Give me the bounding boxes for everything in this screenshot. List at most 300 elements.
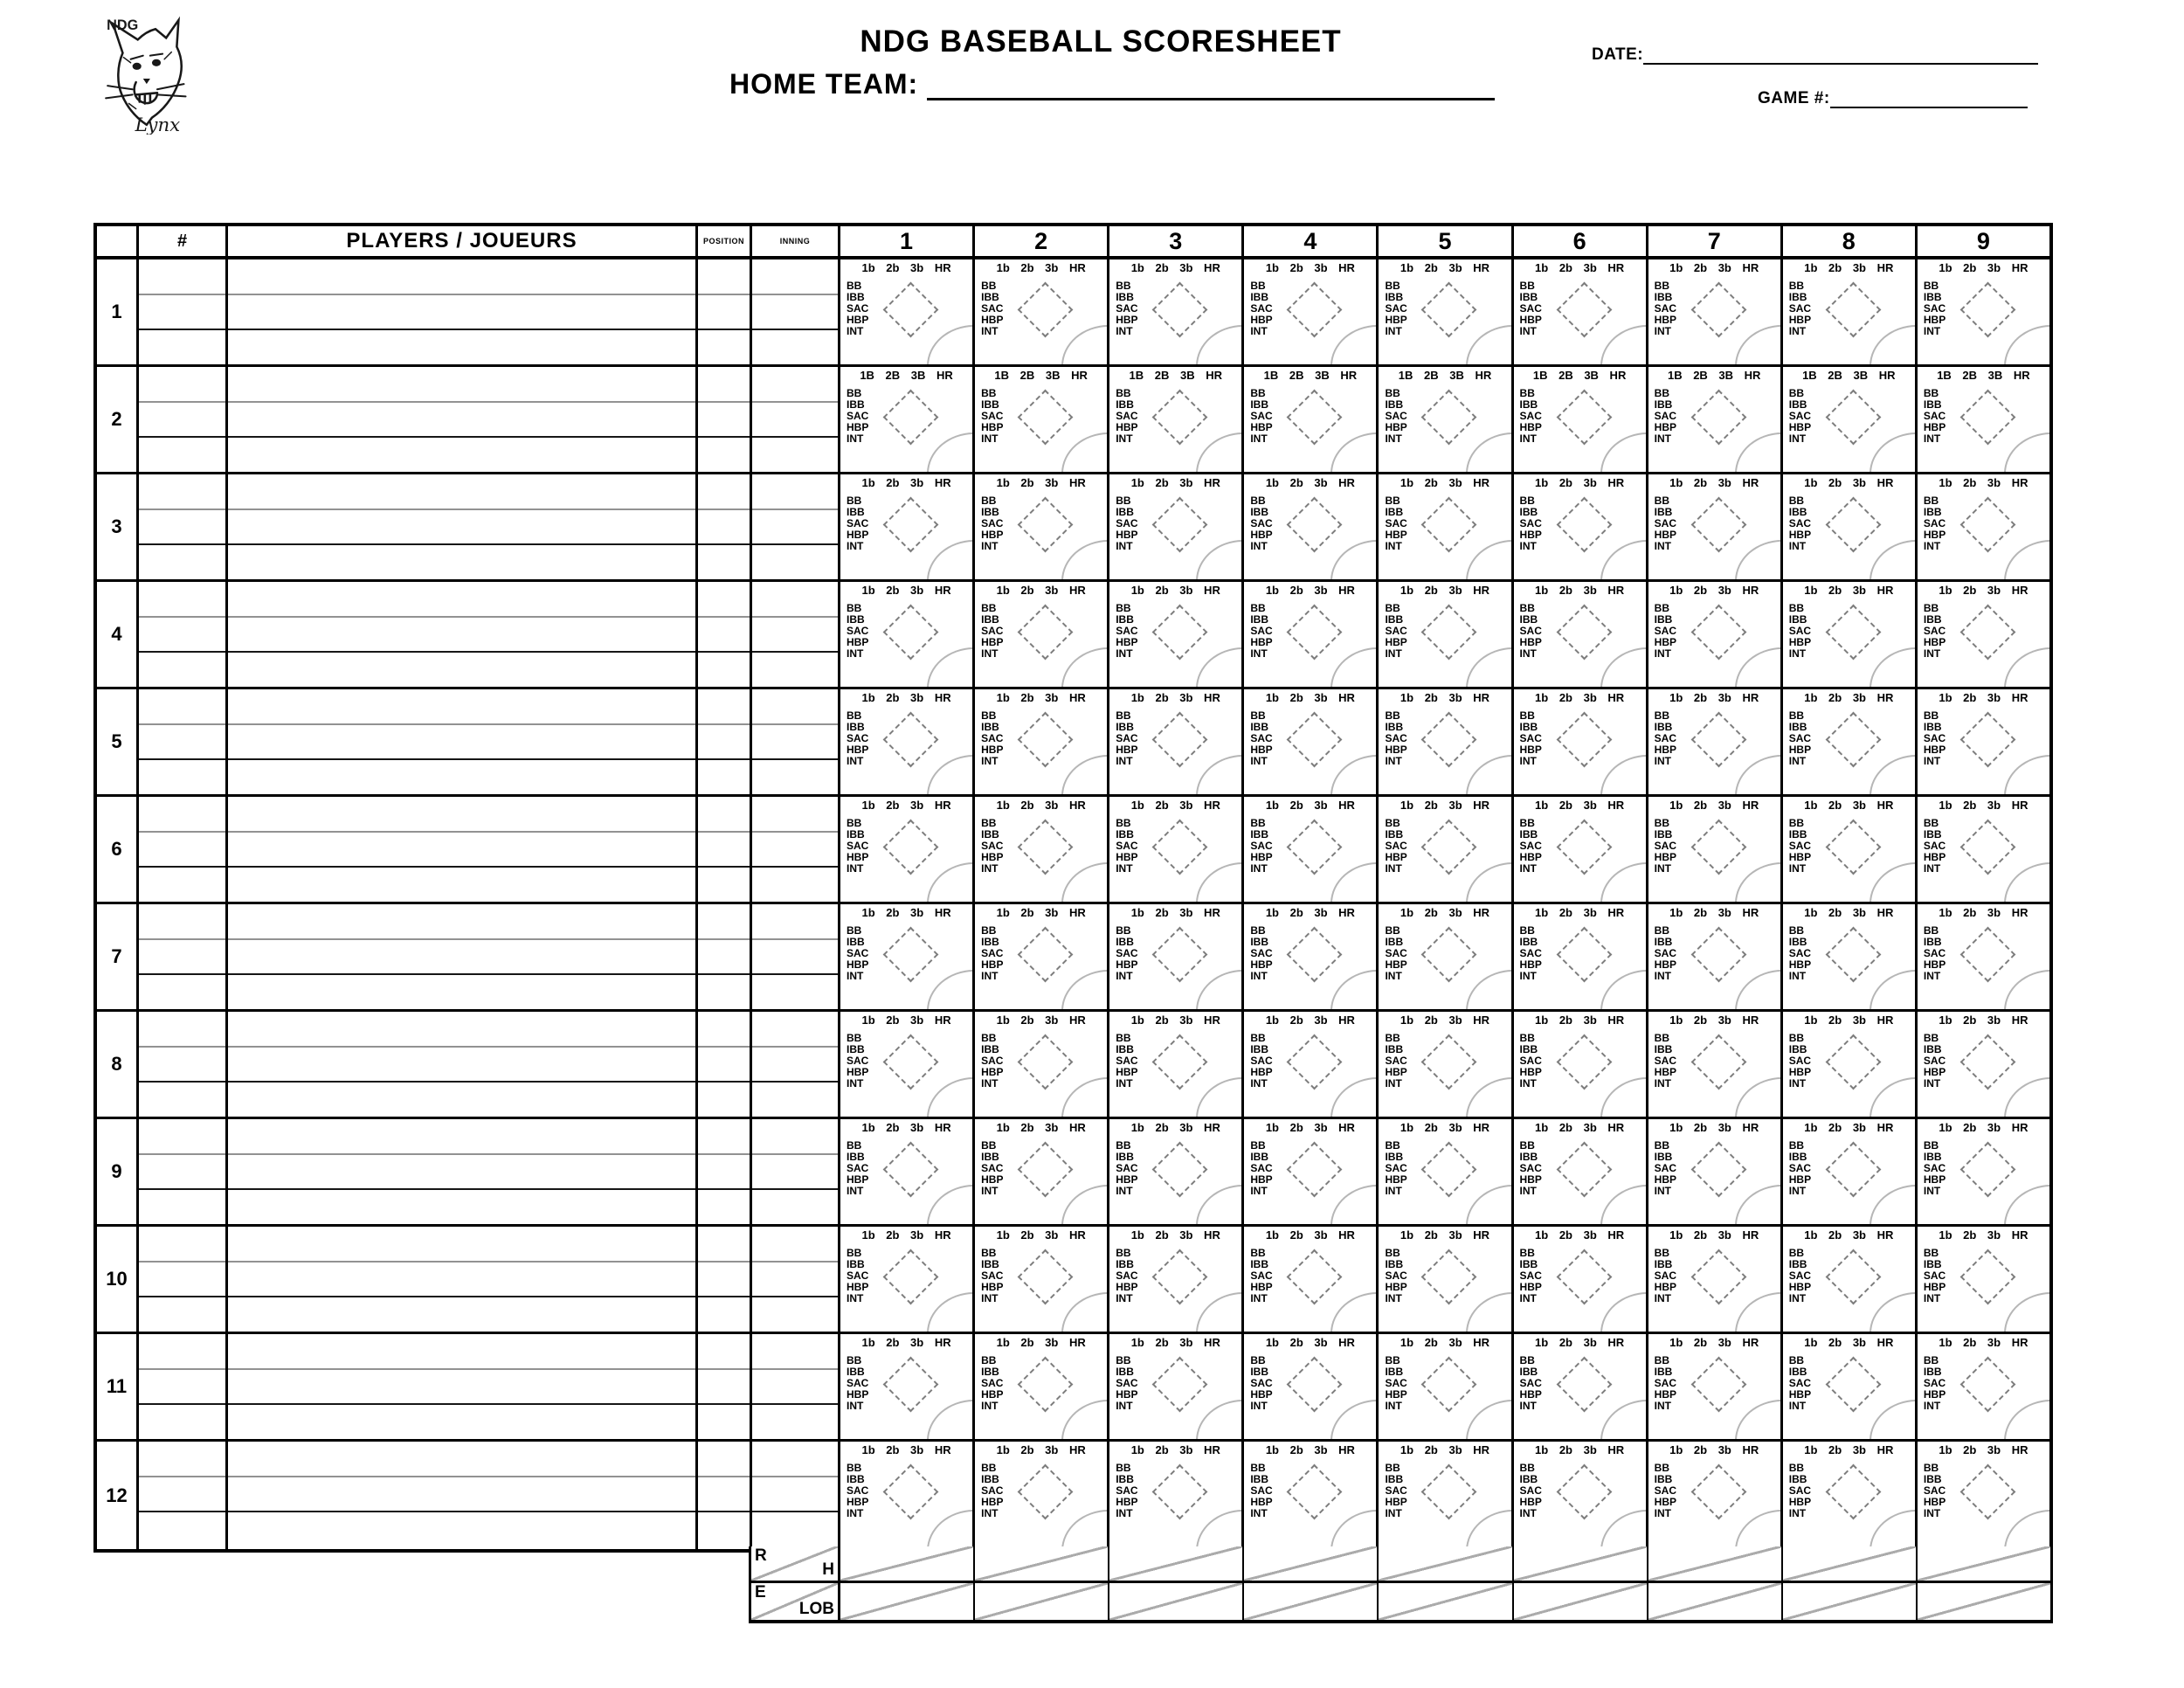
score-cell[interactable] xyxy=(1648,797,1783,902)
score-cell[interactable] xyxy=(975,1227,1109,1332)
base-hit-labels: 1b 2b 3b HR xyxy=(996,799,1086,812)
summary-cell[interactable] xyxy=(1109,1583,1244,1620)
score-cell[interactable] xyxy=(1783,367,1918,472)
position-cell[interactable] xyxy=(698,1442,752,1549)
score-cell[interactable] xyxy=(1379,1227,1513,1332)
player-number-cell[interactable] xyxy=(139,259,228,364)
score-cell[interactable] xyxy=(1648,367,1783,472)
score-cell[interactable] xyxy=(1648,259,1783,364)
walk-option-HBP: HBP xyxy=(1116,1496,1138,1508)
walk-option-IBB: IBB xyxy=(1116,828,1134,841)
player-number-cell[interactable] xyxy=(139,367,228,472)
score-cell[interactable] xyxy=(840,797,975,902)
walk-labels xyxy=(1655,1463,1676,1519)
player-name-cell[interactable] xyxy=(228,1012,698,1117)
base-diamond-icon xyxy=(1556,497,1612,553)
base-hit-labels: 1b 2b 3b HR xyxy=(1400,1228,1490,1242)
summary-cell[interactable] xyxy=(1918,1583,2050,1620)
walk-option-HBP: HBP xyxy=(1923,314,1946,326)
base-diamond-icon xyxy=(883,497,939,553)
score-cell[interactable] xyxy=(840,1334,975,1439)
score-cell[interactable] xyxy=(975,474,1109,579)
score-cell[interactable] xyxy=(1783,1012,1918,1117)
score-cell[interactable] xyxy=(840,259,975,364)
walk-option-SAC: SAC xyxy=(1250,1484,1273,1497)
outfield-arc-icon xyxy=(2004,325,2049,364)
walk-option-BB: BB xyxy=(1923,387,1939,399)
inning-entry-cell[interactable] xyxy=(752,367,840,472)
walk-option-BB: BB xyxy=(981,1354,997,1366)
score-cell[interactable] xyxy=(1244,689,1379,794)
inning-entry-cell[interactable] xyxy=(752,1442,840,1549)
player-name-cell[interactable] xyxy=(228,1442,698,1549)
score-cell[interactable] xyxy=(1783,582,1918,687)
score-cell[interactable] xyxy=(1648,1012,1783,1117)
score-cell[interactable] xyxy=(1109,1442,1244,1549)
walk-option-SAC: SAC xyxy=(1923,1484,1946,1497)
score-cell[interactable] xyxy=(840,1442,975,1549)
player-number-cell[interactable] xyxy=(139,1119,228,1224)
walk-option-INT: INT xyxy=(1116,755,1133,767)
outfield-arc-icon xyxy=(1061,755,1109,794)
score-cell[interactable] xyxy=(1244,582,1379,687)
base-diamond-icon xyxy=(1556,820,1612,875)
subrow-divider xyxy=(698,1188,750,1190)
score-cell[interactable] xyxy=(1648,1119,1783,1224)
score-cell[interactable] xyxy=(1514,582,1648,687)
walk-option-BB: BB xyxy=(847,495,862,507)
score-cell[interactable] xyxy=(1783,1119,1918,1224)
score-cell[interactable] xyxy=(1244,367,1379,472)
walk-option-IBB: IBB xyxy=(1923,506,1942,518)
score-cell[interactable] xyxy=(1244,904,1379,1009)
score-cell[interactable] xyxy=(1109,582,1244,687)
player-number-cell[interactable] xyxy=(139,689,228,794)
base-hit-labels: 1b 2b 3b HR xyxy=(1130,1228,1220,1242)
player-name-cell[interactable] xyxy=(228,797,698,902)
walk-labels xyxy=(1116,280,1137,337)
walk-option-IBB: IBB xyxy=(981,506,999,518)
score-cell[interactable] xyxy=(1109,1012,1244,1117)
walk-option-SAC: SAC xyxy=(1519,1377,1542,1389)
walk-labels xyxy=(1789,280,1811,337)
score-cell[interactable] xyxy=(840,1119,975,1224)
outfield-arc-icon xyxy=(927,1292,974,1332)
walk-option-INT: INT xyxy=(1385,1400,1402,1412)
score-cell[interactable] xyxy=(1783,904,1918,1009)
player-number-cell[interactable] xyxy=(139,1442,228,1549)
base-diamond-icon xyxy=(1960,820,2016,875)
score-cell[interactable] xyxy=(1514,689,1648,794)
score-cell[interactable] xyxy=(975,582,1109,687)
score-cell[interactable] xyxy=(1379,474,1513,579)
walk-option-IBB: IBB xyxy=(1116,721,1134,733)
outfield-arc-icon xyxy=(2004,1400,2049,1439)
inning-entry-cell[interactable] xyxy=(752,259,840,364)
summary-cell[interactable] xyxy=(1783,1546,1918,1581)
score-cell[interactable] xyxy=(1783,689,1918,794)
walk-option-SAC: SAC xyxy=(1519,625,1542,637)
score-cell[interactable] xyxy=(1109,689,1244,794)
summary-cell[interactable] xyxy=(1918,1546,2050,1581)
position-cell[interactable] xyxy=(698,367,752,472)
score-cell[interactable] xyxy=(1783,1227,1918,1332)
walk-option-IBB: IBB xyxy=(1385,1043,1404,1055)
summary-cell[interactable] xyxy=(975,1583,1109,1620)
walk-option-BB: BB xyxy=(981,602,997,614)
walk-option-INT: INT xyxy=(1250,325,1268,337)
base-diamond-icon xyxy=(1152,1034,1208,1090)
walk-option-BB: BB xyxy=(1654,280,1669,292)
position-cell[interactable] xyxy=(698,904,752,1009)
base-diamond-icon xyxy=(1421,497,1477,553)
walk-option-SAC: SAC xyxy=(1654,517,1676,529)
walk-labels xyxy=(981,818,1003,875)
score-cell[interactable] xyxy=(840,367,975,472)
walk-option-BB: BB xyxy=(981,817,997,829)
score-cell[interactable] xyxy=(1109,797,1244,902)
player-name-cell[interactable] xyxy=(228,1227,698,1332)
walk-option-SAC: SAC xyxy=(1654,1484,1676,1497)
walk-option-INT: INT xyxy=(1654,432,1671,445)
subrow-divider xyxy=(752,294,838,295)
inning-entry-cell[interactable] xyxy=(752,582,840,687)
summary-cell[interactable] xyxy=(1783,1583,1918,1620)
score-cell[interactable] xyxy=(1918,1442,2049,1549)
walk-option-IBB: IBB xyxy=(1519,1043,1538,1055)
score-cell[interactable] xyxy=(1109,367,1244,472)
walk-option-INT: INT xyxy=(847,1185,864,1197)
inning-entry-cell[interactable] xyxy=(752,474,840,579)
player-number-cell[interactable] xyxy=(139,1334,228,1439)
score-cell[interactable] xyxy=(840,689,975,794)
base-diamond-icon xyxy=(1018,1249,1074,1305)
base-hit-labels: 1b 2b 3b HR xyxy=(1804,1443,1894,1456)
walk-option-INT: INT xyxy=(1923,325,1941,337)
walk-option-IBB: IBB xyxy=(1385,291,1404,303)
walk-labels xyxy=(1250,1248,1272,1304)
score-cell[interactable] xyxy=(975,1442,1109,1549)
score-cell[interactable] xyxy=(975,367,1109,472)
player-number-cell[interactable] xyxy=(139,797,228,902)
walk-option-BB: BB xyxy=(1923,1462,1939,1474)
walk-labels xyxy=(981,1033,1003,1090)
score-cell[interactable] xyxy=(1244,1012,1379,1117)
position-cell[interactable] xyxy=(698,1119,752,1224)
outfield-arc-icon xyxy=(927,1400,974,1439)
walk-labels xyxy=(1116,495,1137,552)
score-cell[interactable] xyxy=(1379,689,1513,794)
walk-option-IBB: IBB xyxy=(1116,398,1134,411)
score-cell[interactable] xyxy=(840,582,975,687)
walk-option-IBB: IBB xyxy=(1923,398,1942,411)
score-cell[interactable] xyxy=(975,1334,1109,1439)
score-cell[interactable] xyxy=(1918,1334,2049,1439)
score-cell[interactable] xyxy=(1514,904,1648,1009)
base-hit-labels: 1b 2b 3b HR xyxy=(1265,1228,1355,1242)
score-cell[interactable] xyxy=(1648,1227,1783,1332)
base-diamond-icon xyxy=(883,820,939,875)
summary-cell[interactable] xyxy=(1379,1546,1513,1581)
score-cell[interactable] xyxy=(840,474,975,579)
summary-cell[interactable] xyxy=(975,1546,1109,1581)
base-hit-labels: 1b 2b 3b HR xyxy=(1265,691,1355,704)
inning-entry-cell[interactable] xyxy=(752,1334,840,1439)
walk-option-SAC: SAC xyxy=(1519,1484,1542,1497)
summary-cell[interactable] xyxy=(1244,1546,1379,1581)
score-cell[interactable] xyxy=(1918,904,2049,1009)
base-diamond-icon xyxy=(1556,605,1612,661)
score-cell[interactable] xyxy=(840,904,975,1009)
score-cell[interactable] xyxy=(1918,582,2049,687)
score-cell[interactable] xyxy=(975,259,1109,364)
inning-entry-cell[interactable] xyxy=(752,797,840,902)
base-diamond-icon xyxy=(1960,1357,2016,1413)
base-hit-labels: 1b 2b 3b HR xyxy=(1130,799,1220,812)
player-name-cell[interactable] xyxy=(228,1119,698,1224)
score-cell[interactable] xyxy=(1109,904,1244,1009)
walk-labels xyxy=(1655,1033,1676,1090)
score-cell[interactable] xyxy=(1379,1442,1513,1549)
summary-cell[interactable] xyxy=(1648,1546,1783,1581)
score-cell[interactable] xyxy=(1244,797,1379,902)
subrow-divider xyxy=(752,938,838,940)
walk-labels xyxy=(1789,1463,1811,1519)
subrow-divider xyxy=(752,1296,838,1297)
walk-option-IBB: IBB xyxy=(1519,936,1538,948)
position-cell[interactable] xyxy=(698,582,752,687)
position-cell[interactable] xyxy=(698,1012,752,1117)
summary-cell[interactable] xyxy=(1379,1583,1513,1620)
score-cell[interactable] xyxy=(1514,1334,1648,1439)
player-name-cell[interactable] xyxy=(228,582,698,687)
score-cell[interactable] xyxy=(1514,474,1648,579)
score-cell[interactable] xyxy=(1783,797,1918,902)
player-name-cell[interactable] xyxy=(228,904,698,1009)
score-cell[interactable] xyxy=(1918,474,2049,579)
walk-option-BB: BB xyxy=(1385,387,1400,399)
score-cell[interactable] xyxy=(1918,1119,2049,1224)
inning-entry-cell[interactable] xyxy=(752,689,840,794)
position-cell[interactable] xyxy=(698,474,752,579)
position-cell[interactable] xyxy=(698,1227,752,1332)
outfield-arc-icon xyxy=(1735,1185,1782,1224)
position-cell[interactable] xyxy=(698,1334,752,1439)
player-name-cell[interactable] xyxy=(228,474,698,579)
outfield-arc-icon xyxy=(927,755,974,794)
summary-cell[interactable] xyxy=(1648,1583,1783,1620)
base-diamond-icon xyxy=(1690,712,1746,768)
walk-labels xyxy=(1116,603,1137,660)
score-cell[interactable] xyxy=(1109,1334,1244,1439)
player-name-cell[interactable] xyxy=(228,259,698,364)
walk-option-HBP: HBP xyxy=(1788,1066,1812,1078)
score-cell[interactable] xyxy=(1648,904,1783,1009)
score-cell[interactable] xyxy=(1918,797,2049,902)
base-diamond-icon xyxy=(1287,1464,1343,1520)
score-cell[interactable] xyxy=(975,1012,1109,1117)
walk-option-INT: INT xyxy=(1654,1077,1671,1090)
player-number-cell[interactable] xyxy=(139,904,228,1009)
score-cell[interactable] xyxy=(1379,1012,1513,1117)
summary-cell[interactable] xyxy=(1109,1546,1244,1581)
score-cell[interactable] xyxy=(1379,259,1513,364)
score-cell[interactable] xyxy=(1783,1334,1918,1439)
score-cell[interactable] xyxy=(1109,474,1244,579)
player-name-cell[interactable] xyxy=(228,367,698,472)
score-cell[interactable] xyxy=(1918,367,2049,472)
walk-option-BB: BB xyxy=(1385,495,1400,507)
walk-option-IBB: IBB xyxy=(1923,1473,1942,1485)
score-cell[interactable] xyxy=(975,1119,1109,1224)
walk-option-IBB: IBB xyxy=(1385,398,1404,411)
walk-option-HBP: HBP xyxy=(1385,1496,1407,1508)
walk-option-HBP: HBP xyxy=(1654,421,1676,433)
position-cell[interactable] xyxy=(698,797,752,902)
score-cell[interactable] xyxy=(1244,1119,1379,1224)
walk-option-INT: INT xyxy=(1116,647,1133,660)
walk-option-BB: BB xyxy=(981,1139,997,1152)
walk-option-BB: BB xyxy=(847,1462,862,1474)
walk-labels xyxy=(1520,818,1542,875)
score-cell[interactable] xyxy=(840,1012,975,1117)
base-diamond-icon xyxy=(1421,1357,1477,1413)
base-hit-labels: 1b 2b 3b HR xyxy=(1130,1121,1220,1134)
score-cell[interactable] xyxy=(975,797,1109,902)
outfield-arc-icon xyxy=(1061,540,1109,579)
base-hit-labels: 1b 2b 3b HR xyxy=(1804,1336,1894,1349)
score-cell[interactable] xyxy=(1379,797,1513,902)
walk-option-SAC: SAC xyxy=(1250,1055,1273,1067)
walk-option-INT: INT xyxy=(1654,1292,1671,1304)
walk-option-HBP: HBP xyxy=(1788,1496,1812,1508)
base-hit-labels: 1B 2B 3B HR xyxy=(860,369,953,382)
score-cell[interactable] xyxy=(1514,1119,1648,1224)
score-cell[interactable] xyxy=(1783,259,1918,364)
walk-labels xyxy=(1385,388,1406,445)
player-number-cell[interactable] xyxy=(139,474,228,579)
summary-cell[interactable] xyxy=(840,1583,975,1620)
subrow-divider xyxy=(139,723,225,725)
score-cell[interactable] xyxy=(975,689,1109,794)
inning-entry-cell[interactable] xyxy=(752,904,840,1009)
player-number-cell[interactable] xyxy=(139,582,228,687)
score-cell[interactable] xyxy=(1783,1442,1918,1549)
base-hit-labels: 1b 2b 3b HR xyxy=(1669,691,1759,704)
batting-order-number: 11 xyxy=(97,1334,139,1439)
score-cell[interactable] xyxy=(1648,1334,1783,1439)
score-cell[interactable] xyxy=(1244,1442,1379,1549)
walk-option-IBB: IBB xyxy=(847,1473,865,1485)
outfield-arc-icon xyxy=(2004,540,2049,579)
walk-labels xyxy=(981,925,1003,982)
score-cell[interactable] xyxy=(975,904,1109,1009)
summary-cell[interactable] xyxy=(840,1546,975,1581)
walk-option-INT: INT xyxy=(1923,647,1941,660)
score-cell[interactable] xyxy=(1918,1227,2049,1332)
score-cell[interactable] xyxy=(1379,1119,1513,1224)
score-cell[interactable] xyxy=(1379,367,1513,472)
summary-cell[interactable] xyxy=(1514,1546,1648,1581)
walk-option-SAC: SAC xyxy=(1519,517,1542,529)
walk-option-HBP: HBP xyxy=(1250,636,1273,648)
score-cell[interactable] xyxy=(1109,1227,1244,1332)
score-cell[interactable] xyxy=(1379,904,1513,1009)
game-number-input-line[interactable] xyxy=(1830,89,2028,108)
inning-entry-cell[interactable] xyxy=(752,1119,840,1224)
score-cell[interactable] xyxy=(1514,1012,1648,1117)
score-cell[interactable] xyxy=(1244,1227,1379,1332)
walk-option-BB: BB xyxy=(1250,709,1266,722)
score-cell[interactable] xyxy=(1244,474,1379,579)
batting-order-number: 1 xyxy=(97,259,139,364)
walk-labels xyxy=(1789,710,1811,767)
score-cell[interactable] xyxy=(840,1227,975,1332)
position-cell[interactable] xyxy=(698,689,752,794)
batting-order-row xyxy=(97,1119,2049,1227)
score-cell[interactable] xyxy=(1514,1227,1648,1332)
score-cell[interactable] xyxy=(1514,259,1648,364)
walk-option-INT: INT xyxy=(981,970,999,982)
score-cell[interactable] xyxy=(1648,1442,1783,1549)
summary-cell[interactable] xyxy=(1244,1583,1379,1620)
score-cell[interactable] xyxy=(1244,259,1379,364)
base-hit-labels: 1b 2b 3b HR xyxy=(1130,691,1220,704)
player-number-cell[interactable] xyxy=(139,1012,228,1117)
walk-option-SAC: SAC xyxy=(981,1269,1004,1282)
score-cell[interactable] xyxy=(1514,367,1648,472)
score-cell[interactable] xyxy=(1918,689,2049,794)
player-name-cell[interactable] xyxy=(228,1334,698,1439)
walk-option-SAC: SAC xyxy=(1654,1162,1676,1174)
walk-option-SAC: SAC xyxy=(1923,1055,1946,1067)
walk-option-HBP: HBP xyxy=(1923,1066,1946,1078)
player-number-cell[interactable] xyxy=(139,1227,228,1332)
home-team-input-line[interactable] xyxy=(927,66,1495,100)
score-cell[interactable] xyxy=(1379,1334,1513,1439)
walk-option-SAC: SAC xyxy=(1116,410,1138,422)
walk-option-INT: INT xyxy=(1788,1077,1807,1090)
walk-option-BB: BB xyxy=(1788,387,1805,399)
player-name-cell[interactable] xyxy=(228,689,698,794)
score-cell[interactable] xyxy=(1244,1334,1379,1439)
base-diamond-icon xyxy=(1152,605,1208,661)
score-cell[interactable] xyxy=(1109,1119,1244,1224)
walk-labels xyxy=(1789,1248,1811,1304)
score-cell[interactable] xyxy=(1648,689,1783,794)
score-cell[interactable] xyxy=(1783,474,1918,579)
score-cell[interactable] xyxy=(1648,582,1783,687)
inning-entry-cell[interactable] xyxy=(752,1012,840,1117)
subrow-divider xyxy=(752,1368,838,1370)
score-cell[interactable] xyxy=(1514,1442,1648,1549)
base-diamond-icon xyxy=(1960,497,2016,553)
position-cell[interactable] xyxy=(698,259,752,364)
inning-entry-cell[interactable] xyxy=(752,1227,840,1332)
walk-option-IBB: IBB xyxy=(847,506,865,518)
score-cell[interactable] xyxy=(1379,582,1513,687)
score-cell[interactable] xyxy=(1109,259,1244,364)
score-cell[interactable] xyxy=(1648,474,1783,579)
subrow-divider xyxy=(698,1261,750,1263)
date-input-line[interactable] xyxy=(1643,45,2038,65)
score-cell[interactable] xyxy=(1514,797,1648,902)
score-cell[interactable] xyxy=(1918,259,2049,364)
walk-option-BB: BB xyxy=(1519,602,1535,614)
walk-option-IBB: IBB xyxy=(1519,613,1538,626)
summary-cell[interactable] xyxy=(1514,1583,1648,1620)
score-cell[interactable] xyxy=(1918,1012,2049,1117)
